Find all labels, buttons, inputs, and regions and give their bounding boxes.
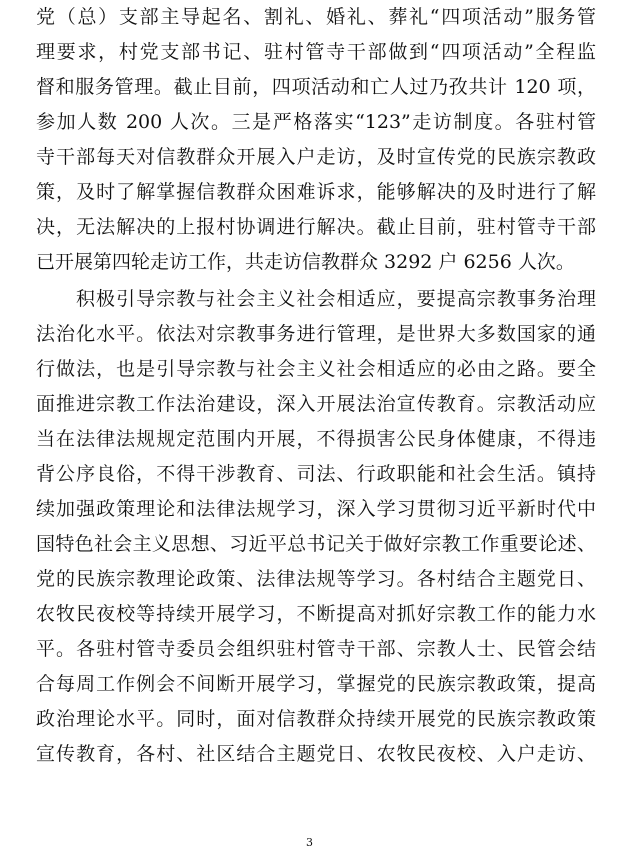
text-line: 寺干部每天对信教群众开展入户走访，及时宣传党的民族宗教政 <box>36 146 596 168</box>
paragraph-first-line: 积极引导宗教与社会主义社会相适应，要提高宗教事务治理 <box>76 288 596 310</box>
text-line: 法治化水平。依法对宗教事务进行管理，是世界大多数国家的通 <box>36 323 596 345</box>
text-line: 参加人数 200 人次。三是严格落实“123”走访制度。各驻村管 <box>36 111 596 133</box>
page-number: 3 <box>306 836 313 849</box>
text-line: 政治理论水平。同时，面对信教群众持续开展党的民族宗教政策 <box>36 708 596 730</box>
text-line: 理要求，村党支部书记、驻村管寺干部做到“四项活动”全程监 <box>36 41 596 63</box>
text-line: 农牧民夜校等持续开展学习，不断提高对抓好宗教工作的能力水 <box>36 603 596 625</box>
text-line: 面推进宗教工作法治建设，深入开展法治宣传教育。宗教活动应 <box>36 393 596 415</box>
text-line: 行做法，也是引导宗教与社会主义社会相适应的必由之路。要全 <box>36 358 596 380</box>
text-line: 背公序良俗，不得干涉教育、司法、行政职能和社会生活。镇持 <box>36 463 596 485</box>
text-line: 合每周工作例会不间断开展学习，掌握党的民族宗教政策，提高 <box>36 673 596 695</box>
text-line: 党（总）支部主导起名、割礼、婚礼、葬礼“四项活动”服务管 <box>36 6 596 28</box>
text-line: 当在法律法规规定范围内开展，不得损害公民身体健康，不得违 <box>36 428 596 450</box>
text-line: 国特色社会主义思想、习近平总书记关于做好宗教工作重要论述、 <box>36 533 596 555</box>
text-line: 平。各驻村管寺委员会组织驻村管寺干部、宗教人士、民管会结 <box>36 638 596 660</box>
text-line: 督和服务管理。截止目前，四项活动和亡人过乃孜共计 120 项， <box>36 76 596 98</box>
text-line: 策，及时了解掌握信教群众困难诉求，能够解决的及时进行了解 <box>36 181 596 203</box>
text-line: 续加强政策理论和法律法规学习，深入学习贯彻习近平新时代中 <box>36 498 596 520</box>
text-line: 已开展第四轮走访工作，共走访信教群众 3292 户 6256 人次。 <box>36 251 575 273</box>
text-line: 党的民族宗教理论政策、法律法规等学习。各村结合主题党日、 <box>36 568 596 590</box>
text-line: 决，无法解决的上报村协调进行解决。截止目前，驻村管寺干部 <box>36 216 596 238</box>
text-line: 宣传教育，各村、社区结合主题党日、农牧民夜校、入户走访、 <box>36 743 596 765</box>
